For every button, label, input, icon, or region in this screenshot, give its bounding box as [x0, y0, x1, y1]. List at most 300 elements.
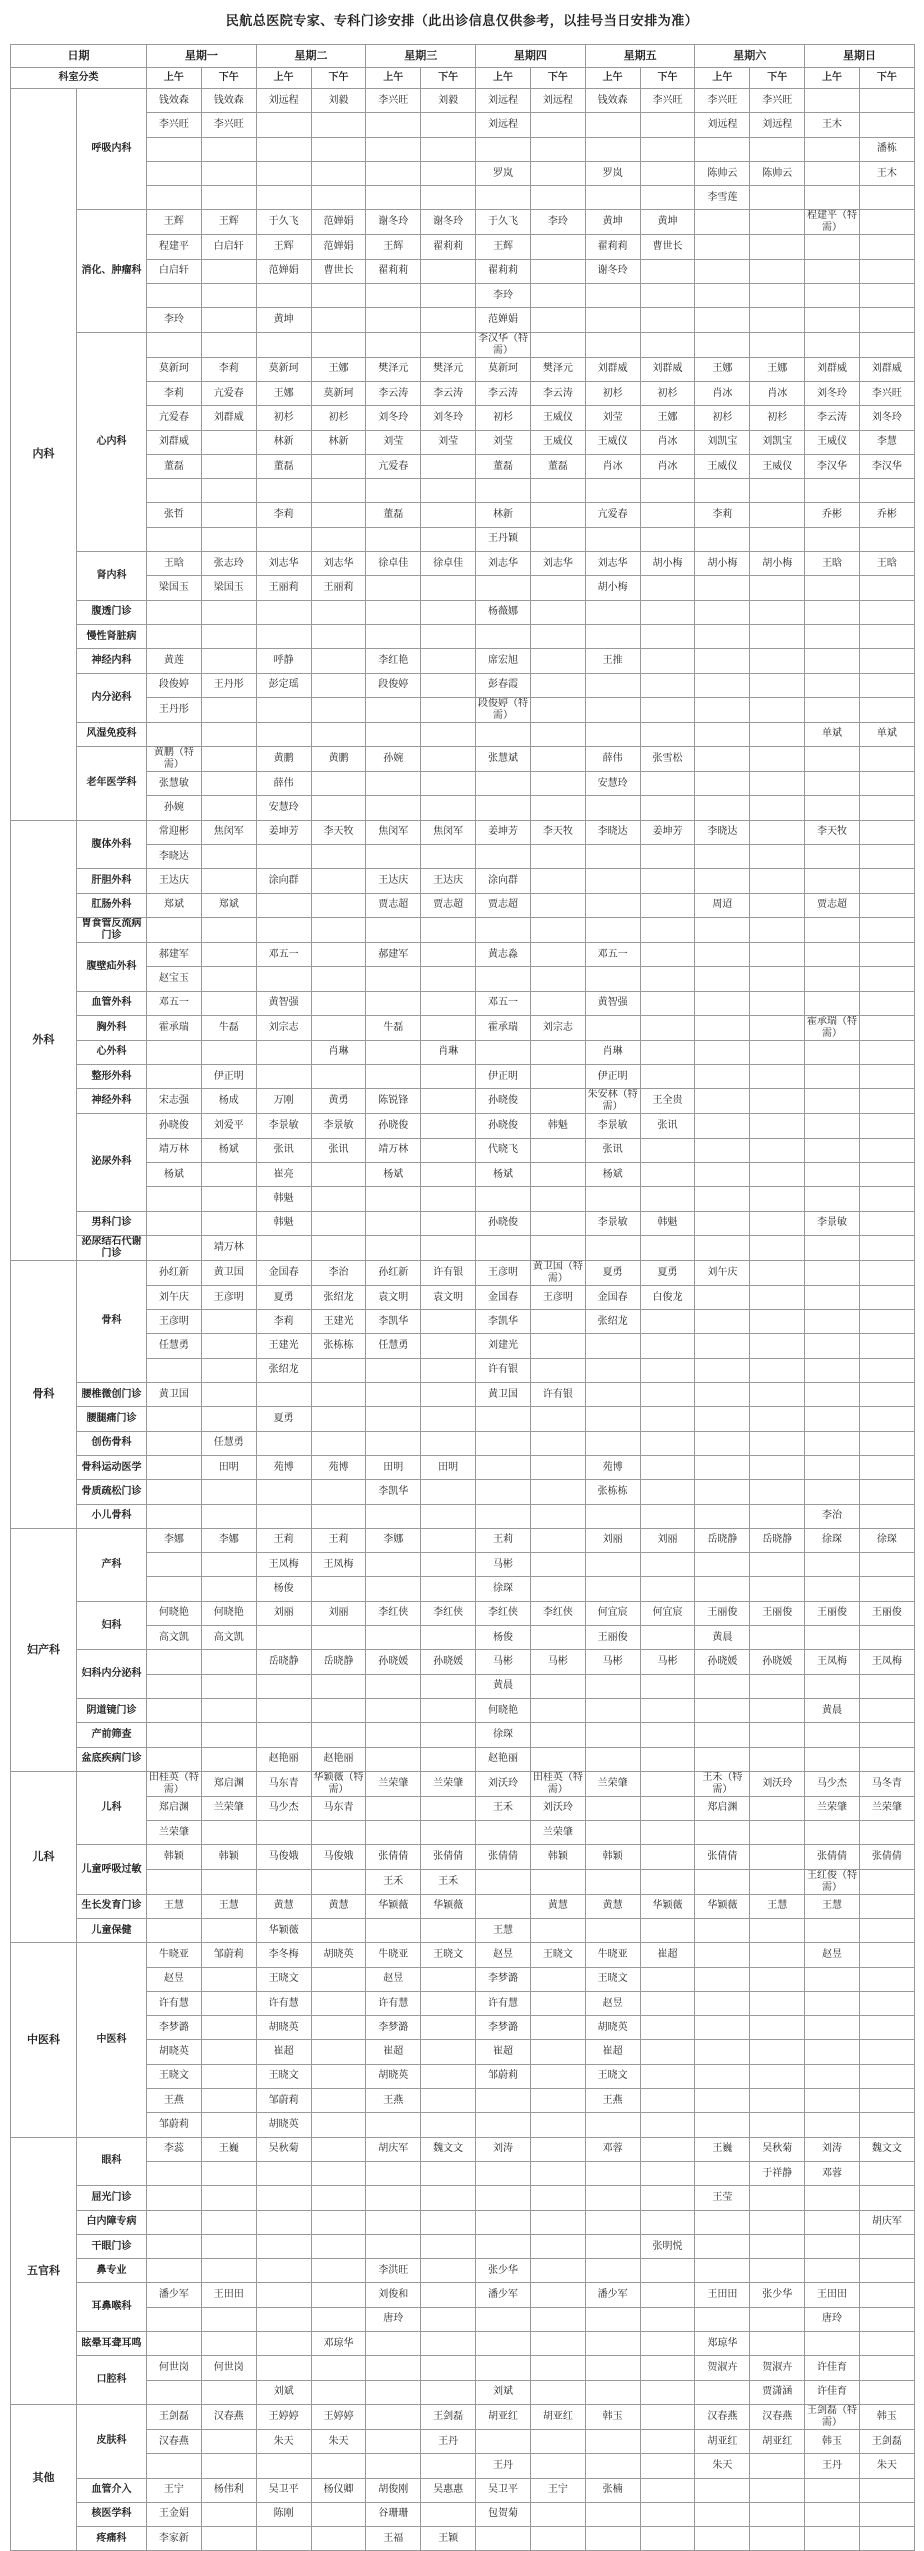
doctor-cell	[750, 1162, 805, 1186]
doctor-cell: 陈帅云	[750, 161, 805, 185]
doctor-cell: 亢爱春	[147, 406, 202, 430]
doctor-cell	[859, 1260, 914, 1285]
doctor-cell	[476, 772, 531, 796]
schedule-table	[10, 44, 915, 2551]
doctor-cell: 李兴旺	[859, 381, 914, 405]
doctor-cell: 段俊婷	[147, 673, 202, 697]
doctor-cell	[421, 2380, 476, 2404]
doctor-cell: 李云涛	[421, 381, 476, 405]
schedule-row	[11, 2429, 915, 2453]
doctor-cell: 李云涛	[476, 381, 531, 405]
doctor-cell: 孙晓媛	[750, 1650, 805, 1674]
doctor-cell	[311, 308, 366, 332]
doctor-cell: 崔超	[366, 2040, 421, 2064]
doctor-cell	[201, 772, 256, 796]
doctor-cell	[421, 2259, 476, 2283]
doctor-cell	[859, 1431, 914, 1455]
doctor-cell	[640, 1919, 695, 1943]
subdepartment-name: 眼科	[77, 2137, 147, 2186]
schedule-row	[11, 1065, 915, 1089]
doctor-cell	[201, 2307, 256, 2331]
doctor-cell	[366, 1698, 421, 1722]
doctor-cell	[476, 2527, 531, 2551]
doctor-cell: 黄勇	[311, 1089, 366, 1114]
doctor-cell	[147, 624, 202, 648]
doctor-cell	[530, 991, 585, 1015]
schedule-row	[11, 186, 915, 210]
doctor-cell	[585, 2210, 640, 2234]
doctor-cell	[695, 308, 750, 332]
subdepartment-name: 泌尿结石代谢门诊	[77, 1235, 147, 1260]
doctor-cell: 潘少军	[585, 2283, 640, 2307]
subdepartment-name: 心外科	[77, 1040, 147, 1064]
doctor-cell	[476, 1431, 531, 1455]
doctor-cell	[640, 1334, 695, 1358]
doctor-cell: 胡晓英	[147, 2040, 202, 2064]
doctor-cell	[695, 284, 750, 308]
doctor-cell: 李景敏	[256, 1114, 311, 1138]
doctor-cell: 邓五一	[147, 991, 202, 1015]
doctor-cell: 张倩倩	[366, 1845, 421, 1869]
doctor-cell	[805, 1480, 860, 1504]
doctor-cell	[256, 600, 311, 624]
doctor-cell	[421, 2161, 476, 2185]
doctor-cell: 何宜宸	[585, 1601, 640, 1625]
doctor-cell	[421, 1553, 476, 1577]
doctor-cell	[256, 2283, 311, 2307]
subdepartment-name: 腰椎微创门诊	[77, 1383, 147, 1407]
schedule-row	[11, 747, 915, 772]
doctor-cell: 李慧	[859, 430, 914, 454]
subdepartment-name: 骨科	[77, 1260, 147, 1382]
subdepartment-name: 儿童呼吸过敏	[77, 1845, 147, 1894]
doctor-cell	[805, 796, 860, 820]
doctor-cell	[805, 2259, 860, 2283]
doctor-cell: 代晓飞	[476, 1138, 531, 1162]
doctor-cell: 胡俊刚	[366, 2478, 421, 2502]
doctor-cell: 张志玲	[201, 552, 256, 576]
doctor-cell: 初杉	[750, 406, 805, 430]
schedule-row	[11, 2283, 915, 2307]
schedule-row	[11, 1431, 915, 1455]
doctor-cell	[147, 137, 202, 161]
doctor-cell	[421, 1747, 476, 1771]
doctor-cell	[750, 2210, 805, 2234]
doctor-cell	[311, 1358, 366, 1382]
doctor-cell: 李天牧	[805, 820, 860, 844]
doctor-cell: 段俊婷（特需）	[476, 697, 531, 722]
doctor-cell: 王晓文	[147, 2064, 202, 2088]
doctor-cell: 王丹颖	[476, 527, 531, 551]
doctor-cell: 黄鹏	[311, 747, 366, 772]
subdepartment-name: 妇科内分泌科	[77, 1650, 147, 1699]
doctor-cell	[805, 649, 860, 673]
doctor-cell	[147, 1553, 202, 1577]
doctor-cell: 何晓艳	[476, 1698, 531, 1722]
doctor-cell: 王晓文	[256, 1967, 311, 1991]
doctor-cell	[750, 259, 805, 283]
doctor-cell	[695, 967, 750, 991]
doctor-cell	[256, 1698, 311, 1722]
doctor-cell	[311, 869, 366, 893]
doctor-cell: 翟莉莉	[585, 235, 640, 259]
doctor-cell	[366, 1211, 421, 1235]
doctor-cell: 肖琳	[421, 1040, 476, 1064]
doctor-cell	[256, 1723, 311, 1747]
doctor-cell	[805, 1089, 860, 1114]
doctor-cell	[750, 2064, 805, 2088]
doctor-cell	[147, 2234, 202, 2258]
doctor-cell	[476, 2234, 531, 2258]
doctor-cell	[695, 2089, 750, 2113]
day-header: 星期五	[585, 45, 695, 68]
doctor-cell: 胡晓英	[256, 2016, 311, 2040]
doctor-cell: 华颖薇	[640, 1894, 695, 1918]
doctor-cell	[311, 624, 366, 648]
doctor-cell	[695, 1919, 750, 1943]
doctor-cell: 涂向群	[256, 869, 311, 893]
schedule-row	[11, 2089, 915, 2113]
doctor-cell: 孙婉	[147, 796, 202, 820]
doctor-cell	[695, 649, 750, 673]
doctor-cell	[476, 137, 531, 161]
doctor-cell: 王晓文	[585, 1967, 640, 1991]
doctor-cell	[311, 1991, 366, 2015]
doctor-cell	[640, 796, 695, 820]
doctor-cell	[640, 1358, 695, 1382]
doctor-cell: 徐琛	[805, 1528, 860, 1552]
doctor-cell	[695, 1698, 750, 1722]
doctor-cell: 马彬	[585, 1650, 640, 1674]
doctor-cell: 肖冰	[585, 454, 640, 478]
doctor-cell	[421, 1211, 476, 1235]
am-label: 上午	[476, 68, 531, 89]
doctor-cell	[640, 1771, 695, 1796]
doctor-cell: 唐玲	[805, 2307, 860, 2331]
doctor-cell	[366, 332, 421, 357]
doctor-cell	[695, 2161, 750, 2185]
doctor-cell	[311, 967, 366, 991]
doctor-cell	[695, 2064, 750, 2088]
doctor-cell: 刘莹	[585, 406, 640, 430]
doctor-cell	[585, 2502, 640, 2526]
doctor-cell	[859, 845, 914, 869]
doctor-cell: 王剑磊	[421, 2404, 476, 2429]
doctor-cell: 王木	[859, 161, 914, 185]
doctor-cell	[366, 917, 421, 942]
doctor-cell	[805, 942, 860, 966]
pm-label: 下午	[201, 68, 256, 89]
doctor-cell: 王丽俊	[585, 1626, 640, 1650]
doctor-cell	[640, 845, 695, 869]
doctor-cell	[201, 1334, 256, 1358]
pm-label: 下午	[530, 68, 585, 89]
subdepartment-name: 心内科	[77, 332, 147, 551]
doctor-cell	[805, 1967, 860, 1991]
doctor-cell	[640, 1626, 695, 1650]
doctor-cell: 兰荣肇	[859, 1796, 914, 1820]
doctor-cell: 白启轩	[147, 259, 202, 283]
doctor-cell	[640, 2040, 695, 2064]
doctor-cell: 王威仪	[530, 430, 585, 454]
schedule-row	[11, 624, 915, 648]
doctor-cell	[750, 1480, 805, 1504]
doctor-cell	[585, 1674, 640, 1698]
doctor-cell	[805, 1455, 860, 1479]
schedule-row	[11, 576, 915, 600]
doctor-cell	[859, 697, 914, 722]
doctor-cell: 徐琛	[476, 1577, 531, 1601]
doctor-cell: 刘俊和	[366, 2283, 421, 2307]
subdepartment-name: 鼻专业	[77, 2259, 147, 2283]
doctor-cell	[256, 2259, 311, 2283]
doctor-cell: 岳晓静	[311, 1650, 366, 1674]
doctor-cell: 李莉	[147, 381, 202, 405]
doctor-cell: 罗岚	[476, 161, 531, 185]
doctor-cell	[256, 1626, 311, 1650]
doctor-cell	[366, 2404, 421, 2429]
doctor-cell	[476, 796, 531, 820]
doctor-cell	[201, 284, 256, 308]
doctor-cell: 贾志超	[366, 893, 421, 917]
doctor-cell: 包贺菊	[476, 2502, 531, 2526]
doctor-cell: 罗岚	[585, 161, 640, 185]
doctor-cell	[201, 2016, 256, 2040]
doctor-cell	[147, 917, 202, 942]
doctor-cell: 胡晓英	[311, 1943, 366, 1967]
doctor-cell	[421, 1821, 476, 1845]
doctor-cell	[530, 697, 585, 722]
doctor-cell: 王莉	[311, 1528, 366, 1552]
doctor-cell: 薛伟	[585, 747, 640, 772]
doctor-cell	[476, 722, 531, 746]
doctor-cell: 胡晓英	[585, 2016, 640, 2040]
doctor-cell	[695, 527, 750, 551]
doctor-cell	[476, 1407, 531, 1431]
subdepartment-name: 老年医学科	[77, 747, 147, 821]
doctor-cell	[640, 2356, 695, 2380]
doctor-cell: 张栋栋	[311, 1334, 366, 1358]
doctor-cell	[859, 1358, 914, 1382]
doctor-cell: 黄慧	[256, 1894, 311, 1918]
doctor-cell	[640, 2161, 695, 2185]
doctor-cell	[530, 893, 585, 917]
doctor-cell	[750, 1455, 805, 1479]
doctor-cell: 靖万林	[201, 1235, 256, 1260]
doctor-cell: 初杉	[695, 406, 750, 430]
doctor-cell	[147, 1211, 202, 1235]
doctor-cell	[201, 332, 256, 357]
doctor-cell	[201, 454, 256, 478]
doctor-cell	[366, 1723, 421, 1747]
doctor-cell: 李晓达	[695, 820, 750, 844]
doctor-cell	[311, 1211, 366, 1235]
doctor-cell	[530, 2502, 585, 2526]
doctor-cell	[201, 479, 256, 503]
doctor-cell	[640, 991, 695, 1015]
doctor-cell	[750, 186, 805, 210]
doctor-cell	[750, 772, 805, 796]
doctor-cell: 张讯	[640, 1114, 695, 1138]
schedule-row	[11, 1455, 915, 1479]
doctor-cell	[859, 1138, 914, 1162]
doctor-cell: 曹世长	[311, 259, 366, 283]
doctor-cell: 兰荣肇	[421, 1771, 476, 1796]
doctor-cell	[859, 1821, 914, 1845]
doctor-cell: 王剑磊	[147, 2404, 202, 2429]
doctor-cell	[421, 284, 476, 308]
doctor-cell	[750, 1943, 805, 1967]
doctor-cell	[859, 1235, 914, 1260]
doctor-cell	[421, 1431, 476, 1455]
doctor-cell	[695, 772, 750, 796]
doctor-cell	[859, 869, 914, 893]
doctor-cell: 兰荣肇	[366, 1771, 421, 1796]
doctor-cell	[366, 1626, 421, 1650]
schedule-row	[11, 430, 915, 454]
doctor-cell: 王金娟	[147, 2502, 202, 2526]
doctor-cell: 韩玉	[585, 2404, 640, 2429]
doctor-cell	[201, 259, 256, 283]
doctor-cell: 席宏旭	[476, 649, 531, 673]
schedule-row	[11, 479, 915, 503]
doctor-cell: 王达庆	[421, 869, 476, 893]
doctor-cell: 赵昱	[476, 1943, 531, 1967]
subdepartment-name: 肛肠外科	[77, 893, 147, 917]
doctor-cell: 李梦潞	[366, 2016, 421, 2040]
doctor-cell	[750, 1285, 805, 1309]
doctor-cell	[585, 113, 640, 137]
doctor-cell	[750, 284, 805, 308]
doctor-cell	[147, 1407, 202, 1431]
doctor-cell: 李景敏	[585, 1114, 640, 1138]
doctor-cell	[421, 2064, 476, 2088]
doctor-cell	[530, 479, 585, 503]
doctor-cell	[421, 1480, 476, 1504]
doctor-cell: 黄卫国	[476, 1383, 531, 1407]
doctor-cell: 邓五一	[476, 991, 531, 1015]
doctor-cell	[421, 917, 476, 942]
doctor-cell	[311, 2113, 366, 2137]
schedule-row	[11, 1187, 915, 1211]
doctor-cell: 刘莹	[366, 430, 421, 454]
doctor-cell: 郝建军	[366, 942, 421, 966]
doctor-cell	[201, 2527, 256, 2551]
doctor-cell	[366, 2186, 421, 2210]
doctor-cell	[256, 2527, 311, 2551]
doctor-cell: 许有银	[530, 1383, 585, 1407]
doctor-cell	[695, 600, 750, 624]
doctor-cell	[530, 600, 585, 624]
doctor-cell: 胡小梅	[695, 552, 750, 576]
doctor-cell	[859, 308, 914, 332]
doctor-cell	[530, 1407, 585, 1431]
schedule-row	[11, 2259, 915, 2283]
doctor-cell: 程建平（特需）	[805, 210, 860, 235]
doctor-cell	[640, 2502, 695, 2526]
doctor-cell	[421, 1674, 476, 1698]
doctor-cell	[640, 1796, 695, 1820]
doctor-cell	[311, 2283, 366, 2307]
doctor-cell: 韩颖	[201, 1845, 256, 1869]
doctor-cell: 陈锐锋	[366, 1089, 421, 1114]
subdepartment-name: 儿科	[77, 1771, 147, 1845]
doctor-cell	[311, 796, 366, 820]
doctor-cell	[256, 624, 311, 648]
doctor-cell: 王凤梅	[311, 1553, 366, 1577]
doctor-cell: 华颖薇	[421, 1894, 476, 1918]
doctor-cell	[640, 1235, 695, 1260]
subdepartment-name: 中医科	[77, 1943, 147, 2137]
doctor-cell	[695, 1723, 750, 1747]
doctor-cell: 黄晨	[476, 1674, 531, 1698]
doctor-cell	[147, 1504, 202, 1528]
doctor-cell	[476, 2307, 531, 2331]
schedule-row	[11, 2380, 915, 2404]
doctor-cell	[640, 2332, 695, 2356]
doctor-cell	[530, 1455, 585, 1479]
subdepartment-name: 产前筛查	[77, 1723, 147, 1747]
doctor-cell: 朱安林（特需）	[585, 1089, 640, 1114]
subdepartment-name: 屈光门诊	[77, 2186, 147, 2210]
doctor-cell	[476, 624, 531, 648]
doctor-cell	[421, 673, 476, 697]
doctor-cell	[640, 697, 695, 722]
doctor-cell	[640, 772, 695, 796]
doctor-cell	[585, 1383, 640, 1407]
doctor-cell	[640, 1991, 695, 2015]
subdepartment-name: 神经外科	[77, 1089, 147, 1114]
doctor-cell: 赵宝玉	[147, 967, 202, 991]
doctor-cell: 王威仪	[750, 454, 805, 478]
doctor-cell	[201, 869, 256, 893]
doctor-cell: 刘宗志	[256, 1015, 311, 1040]
doctor-cell	[695, 1187, 750, 1211]
doctor-cell: 魏文文	[421, 2137, 476, 2161]
doctor-cell	[421, 308, 476, 332]
doctor-cell	[311, 2527, 366, 2551]
doctor-cell	[640, 1674, 695, 1698]
doctor-cell	[750, 624, 805, 648]
schedule-row	[11, 1943, 915, 1967]
doctor-cell	[750, 1431, 805, 1455]
doctor-cell	[750, 235, 805, 259]
doctor-cell	[476, 2186, 531, 2210]
doctor-cell	[530, 747, 585, 772]
doctor-cell: 黄慧	[311, 1894, 366, 1918]
doctor-cell: 李景敏	[311, 1114, 366, 1138]
doctor-cell: 孙晓俊	[366, 1114, 421, 1138]
schedule-row	[11, 1626, 915, 1650]
schedule-row	[11, 2404, 915, 2429]
doctor-cell: 许有慧	[256, 1991, 311, 2015]
doctor-cell	[421, 1358, 476, 1382]
doctor-cell	[640, 2259, 695, 2283]
doctor-cell: 韩魁	[530, 1114, 585, 1138]
doctor-cell	[421, 1065, 476, 1089]
doctor-cell	[859, 1919, 914, 1943]
doctor-cell: 孙晓俊	[147, 1114, 202, 1138]
doctor-cell: 邓蓉	[585, 2137, 640, 2161]
doctor-cell	[859, 1211, 914, 1235]
doctor-cell: 孙晓媛	[366, 1650, 421, 1674]
doctor-cell	[750, 796, 805, 820]
doctor-cell	[256, 1065, 311, 1089]
doctor-cell	[366, 1796, 421, 1820]
subdepartment-name: 血管介入	[77, 2478, 147, 2502]
doctor-cell: 王丽俊	[859, 1601, 914, 1625]
doctor-cell	[750, 1821, 805, 1845]
